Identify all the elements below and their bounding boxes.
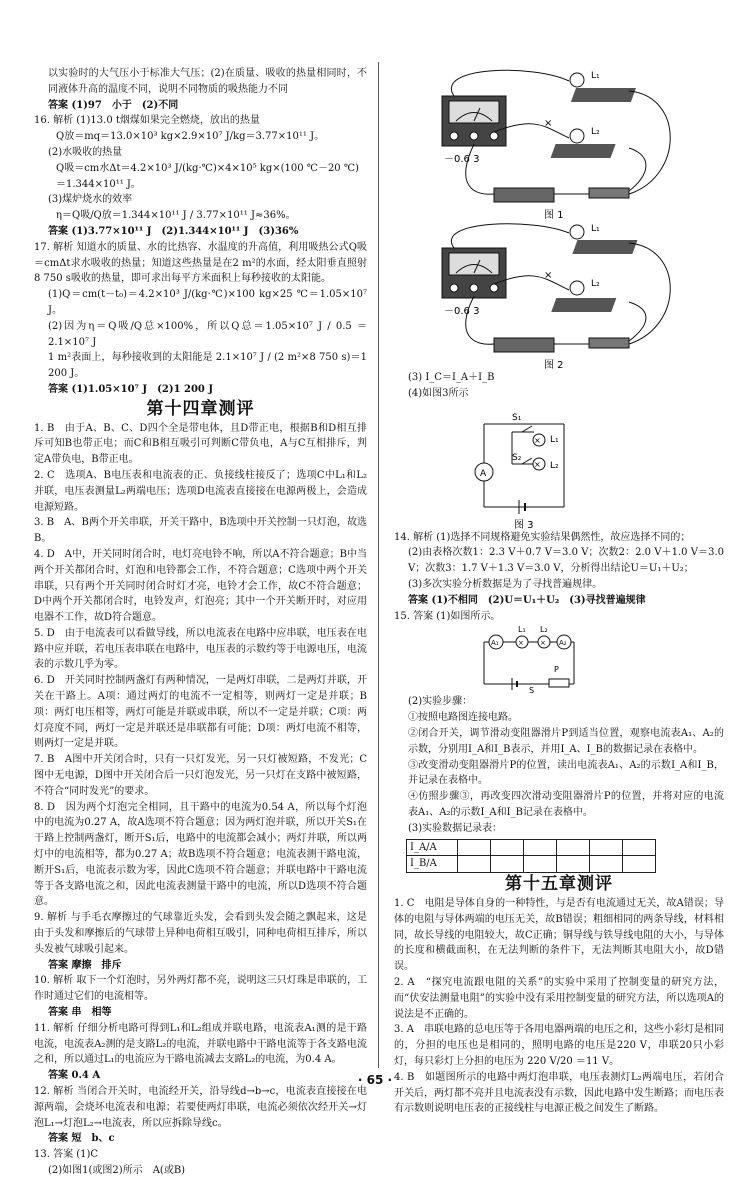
answer-line: η＝Q吸/Q放＝1.344×10¹¹ J / 3.77×10¹¹ J≈36%。 [56,210,296,222]
ammeter-range-label-2: －0.6 3 [444,306,480,317]
answer-line: 2. C 选项A、B电压表和电流表的正、负接线柱接反了；选项C中L₁和L₂并联，电压表测量L₂两端电压；选项D电流表直接接在电源两极上，会造成电源短路。 [34,469,367,513]
answer-line: 16. 解析 (1)13.0 t烟煤如果完全燃烧，放出的热量 [34,115,260,127]
page-number: · 65 · [357,1073,393,1087]
answer-line: 11. 解析 仔细分析电路可得到L₁和L₂组成并联电路，电流表A₁测的是干路电流，电流表A₂测的是支路L₂的电流，并联电路中干路电流等于各支路电流之和，所以通过L₁的电流应为干路电流减去支路L₂的电流，为0.4 A。 [34,1022,367,1066]
figure-15-circuit [394,624,724,694]
svg-text:L₁: L₁ [591,71,600,81]
svg-text:×: × [534,435,541,445]
svg-text:P: P [554,665,559,675]
figure-1-caption: 图 1 [544,210,564,221]
figure-1 [394,66,724,222]
figure-3-caption: 图 3 [514,519,534,530]
svg-text:×: × [540,639,546,648]
answer-line: (4)如图3所示 [408,387,469,399]
figure-2-caption: 图 2 [544,360,564,370]
answer-15-steps [394,694,724,836]
answer-13-cont [394,370,724,402]
answer-line: 答案 (1)不相同 (2)U＝U₁＋U₂ (3)寻找普遍规律 [408,594,646,606]
ammeter-range-label: －0.6 3 [444,154,480,165]
table-row-label: I_A/A [407,839,458,856]
answer-line: (2)水吸收的热量 [48,146,123,158]
svg-text:L₁: L₁ [550,434,559,445]
svg-text:S₁: S₁ [512,412,522,423]
svg-text:L₂: L₂ [591,127,600,137]
answer-line: 答案 串 相等 [48,1007,112,1019]
answer-line: 7. B A图中开关闭合时，只有一只灯发光，另一只灯被短路，不发光；C图中无电源，D图中开关闭合后一只灯泡发光，另一只灯在支路中被短路，不符合“同时发光”的要求。 [34,754,367,797]
answer-line: Q放＝mq＝13.0×10³ kg×2.9×10⁷ J/kg＝3.77×10¹¹ J。 [56,131,325,143]
answer-line: (3)多次实验分析数据是为了寻找普遍规律。 [408,578,603,590]
answer-line: 4. B 如题图所示的电路中两灯泡串联，电压表测灯L₂两端电压，若闭合开关后，两灯都不亮并且电流表没有示数，因此电路中发生断路；而电压表有示数则说明电压表的正接线柱与电源正极之间发生了断路。 [394,1071,724,1115]
answer-line: (1)Q＝cm(t－t₀)＝4.2×10³ J/(kg·℃)×100 kg×25 ℃＝1.05×10⁷ J。 [48,289,367,316]
answer-line: 以实验时的大气压小于标准大气压；(2)在质量、吸收的热量相同时，不同液体升高的温度不同，说明不同物质的吸热能力不同 [48,68,367,95]
svg-text:L₂: L₂ [591,279,600,289]
answer-line: 14. 解析 (1)选择不同规格避免实验结果偶然性，故应选择不同的； [394,531,691,543]
answer-line: 13. 答案 (1)C [34,1149,99,1161]
answer-line: 1. B 由于A、B、C、D四个全是带电体，且D带正电，根据B和D相互排斥可知B也带正电；而C和B相互吸引可判断C带负电，A与C互相排斥，判定A带负电，B带正电。 [34,422,367,466]
answer-line: (3)实验数据记录表： [408,822,503,834]
svg-text:×: × [534,459,541,469]
answer-line: 3. A 串联电路的总电压等于各用电器两端的电压之和，这些小彩灯是相同的，分担的电压也是相同的，照明电路的电压是220 V，串联20只小彩灯，每只彩灯上分担的电压为 220 V/20 ＝11 V。 [394,1024,724,1067]
answer-line: 5. D 由于电流表可以看做导线，所以电流表在电路中应串联，电压表在电路中应并联，若电压表串联在电路中，电压表的示数约等于电源电压，电流表的示数几乎为零。 [34,627,367,671]
answer-line: 3. B A、B两个开关串联，开关干路中，B选项中开关控制一只灯泡，故选B。 [34,517,367,545]
answer-line: 答案 (1)3.77×10¹¹ J (2)1.344×10¹¹ J (3)36% [48,225,299,237]
svg-text:A: A [480,468,487,479]
svg-text:A₁: A₁ [491,639,499,648]
answer-line: 答案 (1)1.05×10⁷ J (2)1 200 J [48,383,214,395]
data-record-table [406,839,656,874]
svg-text:L₁: L₁ [518,625,526,635]
answer-line: 1. C 电阻是导体自身的一种特性，与是否有电流通过无关，故A错误；导体的电阻与导体两端的电压无关，故B错误；粗细相同的两条导线，材料相同，故长导线的电阻较大，故C正确；铜导线与铁导线电阻的大小，与导体的长度和横截面积，在无法判断的条件下，无法判断其电阻大小，故D错误。 [394,897,724,973]
chapter-14-answers [34,421,367,1179]
svg-text:S: S [529,686,535,695]
answer-line: (2)如图1(或图2)所示 A(或B) [48,1164,186,1176]
answer-line: (2)实验步骤： [408,696,473,708]
table-row-label: I_B/A [407,856,458,873]
figure-3 [394,402,724,530]
svg-text:L₁: L₁ [591,224,600,234]
svg-text:×: × [518,639,524,648]
answer-line: ②闭合开关，调节滑动变阻器滑片P到适当位置，观察电流表A₁、A₂的示数，分别用I_A和I_B表示，并用I_A、I_B的数据记录在表格中。 [408,727,724,755]
answer-line: 答案 (1)97 小于 (2)不同 [48,99,179,111]
answer-line: (2)由表格次数1：2.3 V＋0.7 V＝3.0 V；次数2：2.0 V＋1.0 V＝3.0 V；次数3：1.7 V＋1.3 V＝3.0 V，分析得出结论U＝U₁＋U₂； [408,547,724,575]
answer-line: 4. D A中，开关同时闭合时，电灯亮电铃不响，所以A不符合题意；B中当两个开关都闭合时，灯泡和电铃都会工作，不符合题意；C选项中两个开关串联，只有两个开关同时闭合时灯才亮，电铃才会工作，故C不符合题意；D中两个开关都闭合时，电铃发声，灯泡亮；其中一个开关断开时，对应用电器不工作，故D符合题意。 [34,548,367,624]
answer-line: ＝1.344×10¹¹ J。 [56,178,141,190]
svg-text:S₂: S₂ [512,452,522,463]
svg-text:×: × [544,118,553,129]
answer-line: 答案 摩擦 排斥 [48,959,122,971]
answers-14-15 [394,530,724,625]
answer-line: 10. 解析 取下一个灯泡时，另外两灯都不亮，说明这三只灯珠是串联的，工作时通过它们的电流相等。 [34,975,367,1003]
answer-line: 答案 短 b、c [48,1133,115,1145]
answer-line: 答案 0.4 A [48,1070,101,1082]
svg-text:L₂: L₂ [540,625,548,635]
right-column [394,66,724,1117]
answer-line: ③改变滑动变阻器滑片P的位置，读出电流表A₁、A₂的示数I_A和I_B，并记录在表格中。 [408,759,724,787]
answer-line: ①按照电路图连接电路。 [408,712,518,724]
answer-line: ④仿照步骤③，再改变四次滑动变阻器滑片P的位置，并将对应的电流表A₁、A₂的示数I_A和I_B记录在表格中。 [408,791,724,818]
answers-13 [34,66,367,398]
answer-line: (3)煤炉烧水的效率 [48,194,133,206]
answer-line: Q吸＝cm水Δt＝4.2×10³ J/(kg·℃)×4×10⁵ kg×(100 ℃－20 ℃) [56,162,359,174]
answer-line: 17. 解析 知道水的质量、水的比热容、水温度的升高值，利用吸热公式Q吸＝cmΔt求水吸收的热量；知道这些热量是在2 m²的水面，经太阳垂直照射8 750 s吸收的热量，即可求出每平方米面积上每秒接收的太阳能。 [34,241,367,285]
figure-2 [394,222,724,370]
answer-line: 15. 答案 (1)如图所示。 [394,610,501,622]
chapter-15-title: 第十五章测评 [505,874,613,895]
chapter-14-title: 第十四章测评 [146,398,255,419]
answer-line: 8. D 因为两个灯泡完全相同，且干路中的电流为0.54 A，所以每个灯泡中的电流为0.27 A，故A选项不符合题意；因为两灯泡并联，所以开关S₁在干路上控制两盏灯，断开S₁后，电路中的电流都会减小；两灯并联，所以两灯中的电流相等，都为0.27 A；故B选项不符合题意；电流表测干路电流，断开S₁后，电流表示数为零，因此C选项不符合题意；并联电路中干路电流等于各支路电流之和，因此电流表测量干路中的电流，所以D选项不符合题意。 [34,801,367,908]
svg-text:×: × [544,270,553,281]
left-column [34,66,367,1179]
answer-line: 1 m²表面上，每秒接收到的太阳能是 2.1×10⁷ J / (2 m²×8 750 s)＝1 200 J。 [48,352,367,380]
column-divider [378,62,379,1068]
answer-line: 2. A “探究电流跟电阻的关系”的实验中采用了控制变量的研究方法，而“伏安法测量电阻”的实验中没有采用控制变量的研究方法，所以选项A的说法是不正确的。 [394,976,724,1020]
answer-line: 6. D 开关同时控制两盏灯有两种情况，一是两灯串联，二是两灯并联，开关在干路上。A项：通过两灯的电流不一定相等，则两灯一定是并联；B项：两灯电压相等，两灯可能是并联或串联，所以不一定是并联；C项：两灯亮度不同，两灯一定是并联还是串联都有可能；D项：两灯电流不相等，则两灯一定是并联。 [34,675,367,750]
answer-line: (2)因为η＝Q吸/Q总×100%，所以Q总＝1.05×10⁷ J / 0.5 ＝2.1×10⁷ J [48,320,367,348]
svg-text:A₂: A₂ [559,639,567,648]
answer-line: 9. 解析 与手毛衣摩擦过的气球靠近头发，会看到头发会随之飘起来，这是由于头发和摩擦后的气球带上异种电荷相互吸引，同种电荷相互排斥，所以头发被气球吸引起来。 [34,912,367,955]
answer-line: 12. 解析 当闭合开关时，电流经开关，沿导线d→b→c，电流表直接接在电源两端，会烧坏电流表和电源；若要使两灯串联，电流必须依次经开关→灯泡L₁→灯泡L₂→电流表，所以应拆除导线c。 [34,1086,367,1129]
answer-line: (3) I_C＝I_A＋I_B [408,372,495,383]
svg-text:L₂: L₂ [550,460,559,471]
